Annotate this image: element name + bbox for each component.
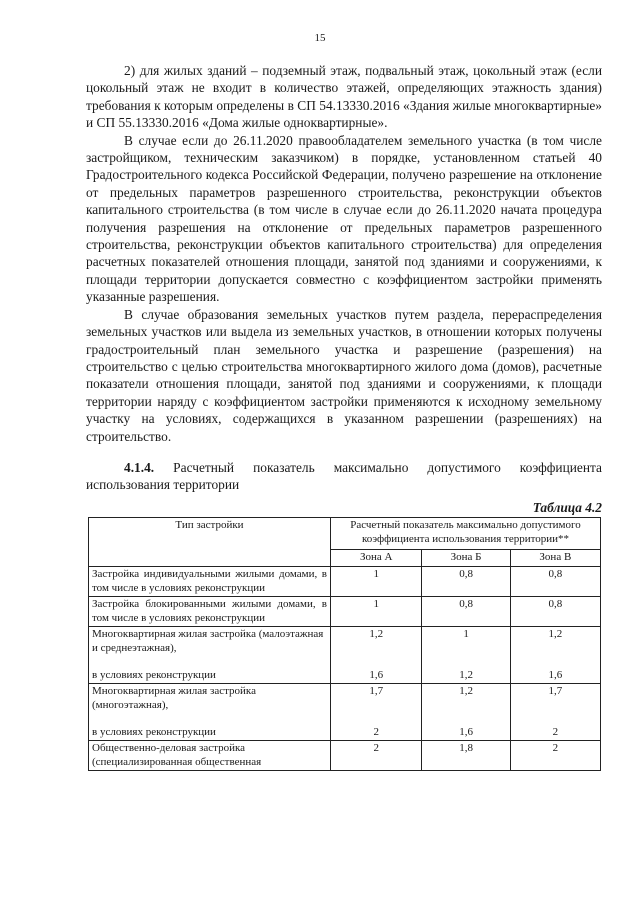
row-type: Многоквартирная жилая застройка (многоэтажная),	[92, 685, 256, 711]
table-caption: Таблица 4.2	[532, 500, 602, 515]
table-row	[89, 741, 601, 771]
row-value: 0,8	[510, 567, 600, 597]
paragraph: В случае если до 26.11.2020 правообладателем земельного участка (в том числе застройщиком, техническим заказчиком) в порядке, установленном статьей 40 Градостроительного кодекса Российской Федерации, получено разрешение на отклонение от предельных параметров разрешенного строительства, реконструкции объектов капитального строительства (в том числе в случае если до 26.11.2020 начата процедура получения разрешения на отклонение от предельных параметров разрешенного строительства, реконструкции объектов капитального строительства) для определения расчетных показателей отношения площади, занятой под зданиями и сооружениями, к площади территории допускается совместно с коэффициентом застройки применять указанные разрешения.	[86, 132, 602, 305]
header-indicator: Расчетный показатель максимально допустимого коэффициента использования территории**	[331, 518, 601, 550]
row-type: Застройка блокированными жилыми домами, в том числе в условиях реконструкции	[89, 597, 331, 627]
row-type: Общественно-деловая застройка (специализированная общественная	[89, 741, 331, 771]
row-subvalue: 2	[552, 725, 559, 738]
row-value: 1,2	[369, 628, 384, 640]
row-value: 1,2	[548, 628, 563, 640]
row-value: 2	[331, 741, 422, 771]
row-type: Застройка индивидуальными жилыми домами, в том числе в условиях реконструкции	[89, 567, 331, 597]
table-header-row	[89, 518, 601, 550]
row-type-cell	[89, 627, 331, 684]
section-number: 4.1.4.	[124, 460, 155, 475]
page-number: 15	[314, 32, 326, 44]
table-row	[89, 567, 601, 597]
table-row	[89, 597, 601, 627]
paragraph: 2) для жилых зданий – подземный этаж, подвальный этаж, цокольный этаж (если цокольный этаж не входит в количество этажей, определяющих этажность здания) требования к которым определены в СП 54.13330.2016 «Здания жилые многоквартирные» и СП 55.13330.2016 «Дома жилые одноквартирные».	[86, 63, 602, 131]
body-text	[86, 62, 602, 445]
row-value: 1	[463, 628, 469, 640]
row-value: 1,8	[422, 741, 510, 771]
row-subtype: в условиях реконструкции	[92, 668, 216, 681]
row-value: 1	[331, 567, 422, 597]
row-value-cell	[422, 684, 510, 741]
row-subvalue: 1,6	[369, 668, 384, 681]
row-value: 1	[331, 597, 422, 627]
row-value-cell	[331, 684, 422, 741]
row-value-cell	[510, 684, 600, 741]
row-value: 1,7	[548, 685, 563, 697]
row-value-cell	[510, 627, 600, 684]
zone-header: Зона В	[510, 549, 600, 566]
row-subvalue: 1,6	[548, 668, 563, 681]
row-value: 0,8	[510, 597, 600, 627]
table-row	[89, 684, 601, 741]
row-value-cell	[331, 627, 422, 684]
zone-header: Зона Б	[422, 549, 510, 566]
row-subvalue: 2	[373, 725, 379, 738]
row-type-cell	[89, 684, 331, 741]
row-value: 0,8	[422, 597, 510, 627]
row-value-cell	[422, 627, 510, 684]
zone-header: Зона А	[331, 549, 422, 566]
row-subvalue: 1,6	[459, 725, 473, 738]
paragraph: В случае образования земельных участков путем раздела, перераспределения земельных участков или выдела из земельных участков, в отношении которых получены градостроительный план земельного участка и разрешение (разрешения) на строительство с целью строительства многоквартирного жилого дома (домов), расчетные показатели отношения площади, занятой под зданиями и сооружениями, к площади территории наряду с коэффициентом застройки применяются к исходному земельному участку на условиях, содержащихся в указанном разрешении (разрешениях) на строительство.	[86, 306, 602, 444]
coefficient-table	[88, 517, 601, 771]
header-type: Тип застройки	[89, 518, 331, 567]
row-subvalue: 1,2	[459, 668, 473, 681]
section-title: Расчетный показатель максимально допустимого коэффициента использования территории	[86, 460, 602, 493]
row-type: Многоквартирная жилая застройка (малоэтажная и среднеэтажная),	[92, 628, 324, 654]
section-heading	[86, 459, 602, 494]
row-subtype: в условиях реконструкции	[92, 725, 216, 738]
row-value: 2	[510, 741, 600, 771]
row-value: 0,8	[422, 567, 510, 597]
row-value: 1,7	[369, 685, 384, 697]
table-row	[89, 627, 601, 684]
row-value: 1,2	[459, 685, 473, 697]
